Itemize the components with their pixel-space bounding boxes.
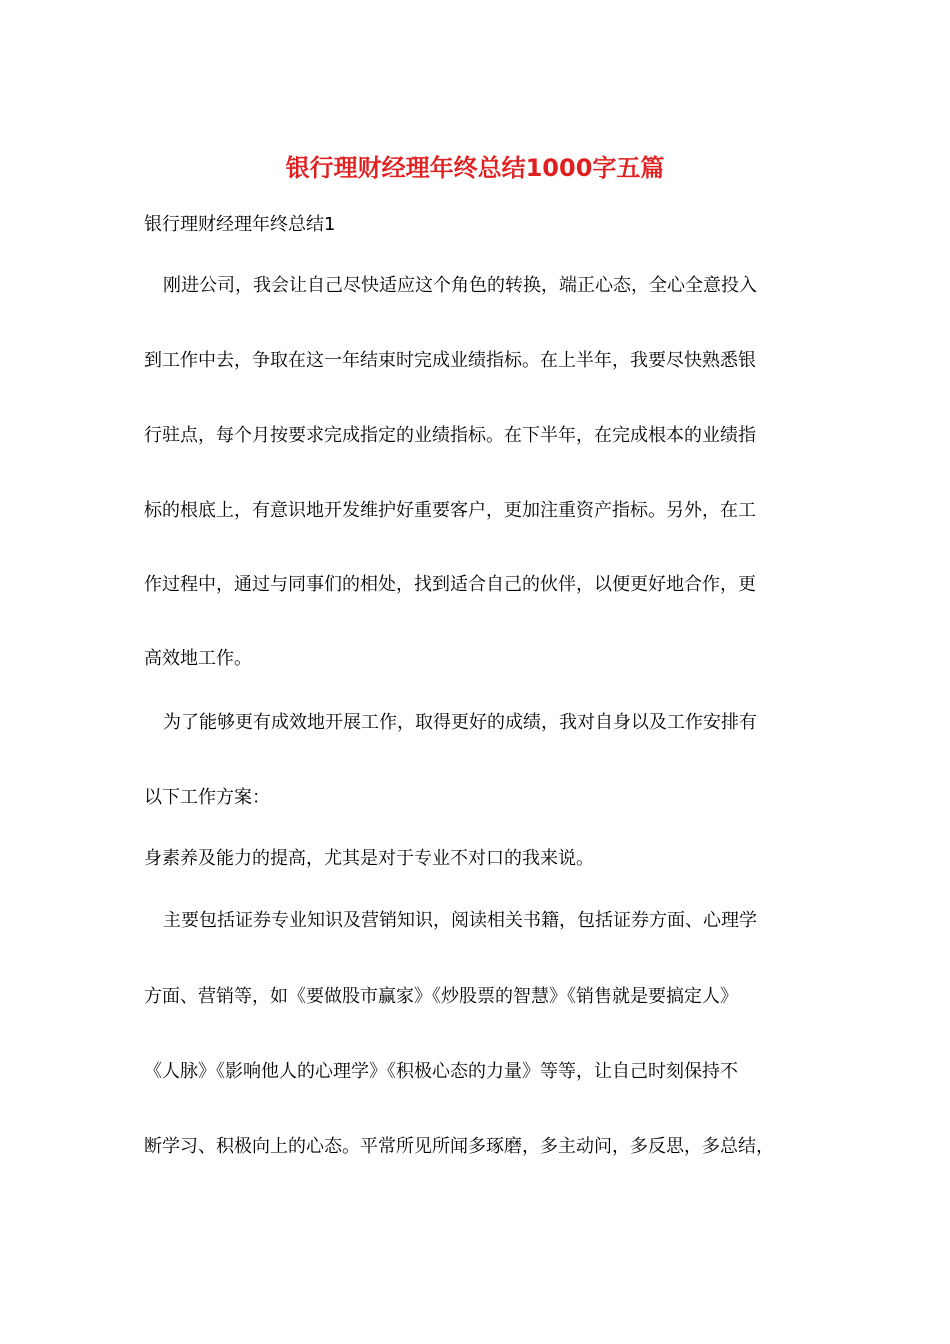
paragraph-line: 到工作中去，争取在这一年结束时完成业绩指标。在上半年，我要尽快熟悉银 <box>144 350 756 371</box>
paragraph-line: 为了能够更有成效地开展工作，取得更好的成绩，我对自身以及工作安排有 <box>163 712 757 733</box>
paragraph-line: 以下工作方案： <box>144 787 270 808</box>
paragraph-line: 标的根底上，有意识地开发维护好重要客户，更加注重资产指标。另外，在工 <box>144 500 756 521</box>
document-title: 银行理财经理年终总结1000字五篇 <box>285 154 665 182</box>
paragraph-line: 刚进公司，我会让自己尽快适应这个角色的转换，端正心态，全心全意投入 <box>163 275 757 296</box>
paragraph-line: 行驻点，每个月按要求完成指定的业绩指标。在下半年，在完成根本的业绩指 <box>144 425 756 446</box>
paragraph-line: 身素养及能力的提高，尤其是对于专业不对口的我来说。 <box>144 848 594 869</box>
paragraph-line: 作过程中，通过与同事们的相处，找到适合自己的伙伴，以便更好地合作，更 <box>144 574 756 595</box>
paragraph-line: 方面、营销等，如《要做股市赢家》《炒股票的智慧》《销售就是要搞定人》 <box>144 986 738 1007</box>
paragraph-line: 《人脉》《影响他人的心理学》《积极心态的力量》等等，让自己时刻保持不 <box>144 1061 738 1082</box>
section-heading: 银行理财经理年终总结1 <box>144 214 336 235</box>
paragraph-line: 主要包括证券专业知识及营销知识，阅读相关书籍，包括证券方面、心理学 <box>163 910 757 931</box>
paragraph-line: 高效地工作。 <box>144 648 252 669</box>
paragraph-line: 断学习、积极向上的心态。平常所见所闻多琢磨，多主动问，多反思，多总结， <box>144 1136 774 1157</box>
